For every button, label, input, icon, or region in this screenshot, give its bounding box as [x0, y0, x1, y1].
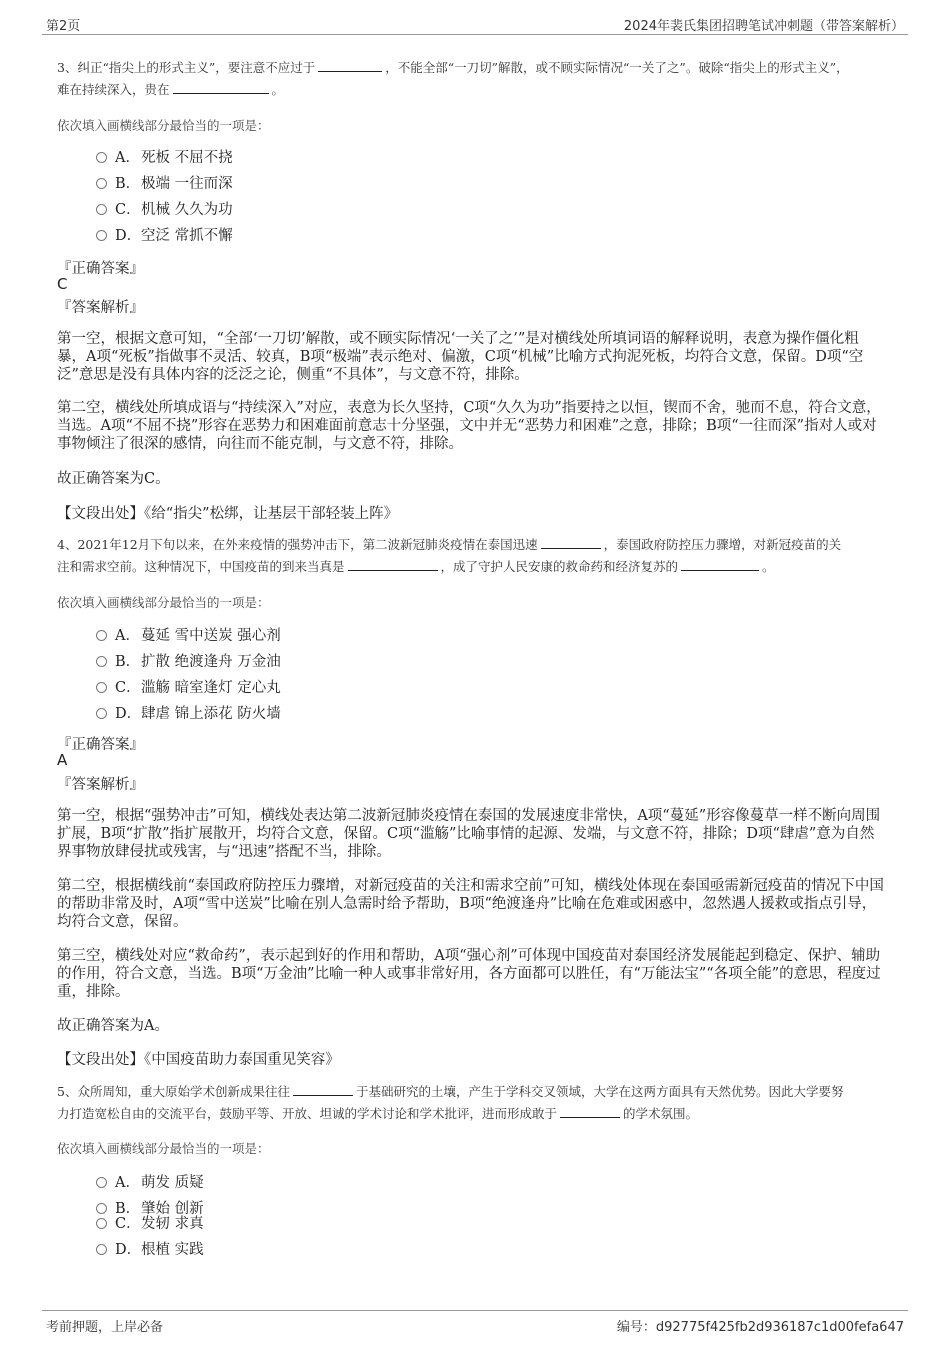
radio-icon[interactable] — [96, 230, 107, 241]
page-number: 第2页 — [46, 19, 81, 34]
blank — [348, 556, 438, 571]
q5-option-b[interactable]: B．肇始 创新 — [96, 1198, 204, 1220]
question-3-text: 3、纠正“指尖上的形式主义”，要注意不应过于 ，不能全部“一刀切”解散，或不顾实际情况“一关了之”。破除“指尖上的形式主义”， 难在持续深入，贵在 。 — [57, 57, 887, 101]
q3-source: 【文段出处】《给“指尖”松绑，让基层干部轻装上阵》 — [57, 506, 399, 522]
q5-option-c[interactable]: C．发轫 求真 — [96, 1213, 204, 1235]
blank — [541, 534, 601, 549]
q4-source: 【文段出处】《中国疫苗助力泰国重见笑容》 — [57, 1052, 340, 1068]
footer-slogan: 考前押题，上岸必备 — [46, 1320, 164, 1335]
q5-option-a[interactable]: A．萌发 质疑 — [96, 1172, 204, 1194]
radio-icon[interactable] — [96, 708, 107, 719]
document-code: 编号：d92775f425fb2d936187c1d00fefa647 — [616, 1320, 904, 1335]
q3-answer: C — [57, 275, 68, 293]
blank — [173, 79, 269, 94]
q5-option-d[interactable]: D．根植 实践 — [96, 1239, 204, 1261]
q4-analysis-para: 第一空，根据“强势冲击”可知，横线处表达第二波新冠肺炎疫情在泰国的发展速度非常快，A项“蔓延”形容像蔓草一样不断向周围扩展，B项“扩散”指扩展散开，均符合文意，保留。C项“滥觞”比喻事情的起源、发端，与文意不符，排除；D项“肆虐”意为自然界事物放肆侵扰或残害，与“迅速”搭配不当，排除。 — [57, 808, 881, 860]
q3-answer-label: 『正确答案』 — [57, 261, 144, 277]
q3-option-c[interactable]: C．机械 久久为功 — [96, 199, 233, 221]
question-5-prompt: 依次填入画横线部分最恰当的一项是： — [57, 1141, 270, 1156]
q4-option-a[interactable]: A．蔓延 雪中送炭 强心剂 — [96, 625, 281, 647]
question-4-prompt: 依次填入画横线部分最恰当的一项是： — [57, 595, 270, 610]
radio-icon[interactable] — [96, 1177, 107, 1188]
radio-icon[interactable] — [96, 204, 107, 215]
page-header — [42, 12, 908, 35]
q4-answer-label: 『正确答案』 — [57, 737, 144, 753]
radio-icon[interactable] — [96, 630, 107, 641]
blank — [560, 1103, 620, 1118]
q3-analysis-label: 『答案解析』 — [57, 300, 144, 316]
q3-analysis-para: 第一空，根据文意可知，“全部‘一刀切’解散，或不顾实际情况‘一关了之’”是对横线处所填词语的解释说明，表意为操作僵化粗暴，A项“死板”指做事不灵活、较真，B项“极端”表示绝对、偏激，C项“机械”比喻方式拘泥死板，均符合文意，保留。D项“空泛”意思是没有具体内容的泛泛之论，侧重“不具体”，与文意不符，排除。 — [57, 331, 864, 383]
q4-option-d[interactable]: D．肆虐 锦上添花 防火墙 — [96, 703, 281, 725]
q4-analysis-label: 『答案解析』 — [57, 777, 144, 793]
radio-icon[interactable] — [96, 1218, 107, 1229]
radio-icon[interactable] — [96, 178, 107, 189]
question-3-prompt: 依次填入画横线部分最恰当的一项是： — [57, 118, 270, 133]
blank — [318, 57, 382, 72]
q3-option-d[interactable]: D．空泛 常抓不懈 — [96, 225, 233, 247]
q4-conclusion: 故正确答案为A。 — [57, 1018, 169, 1034]
blank — [293, 1081, 353, 1096]
question-5-text: 5、众所周知，重大原始学术创新成果往往 于基础研究的土壤，产生于学科交叉领域，大学在这两方面具有天然优势。因此大学要努 力打造宽松自由的交流平台，鼓励平等、开放、坦诚的学术讨论和学术批评，进而形成敢于 的学术氛围。 — [57, 1081, 887, 1125]
question-4-text: 4、2021年12月下旬以来，在外来疫情的强势冲击下，第二波新冠肺炎疫情在泰国迅速 ，泰国政府防控压力骤增，对新冠疫苗的关 注和需求空前。这种情况下，中国疫苗的到来当真是 ，成了守护人民安康的救命药和经济复苏的 。 — [57, 534, 887, 578]
q3-analysis-para: 第二空，横线处所填成语与“持续深入”对应，表意为长久坚持，C项“久久为功”指要持之以恒，锲而不舍，驰而不息，符合文意，当选。A项“不屈不挠”形容在恶势力和困难面前意志十分坚强，文中并无“恶势力和困难”之意，排除；B项“一往而深”指对人或对事物倾注了很深的感情，向往而不能克制，与文意不符，排除。 — [57, 400, 881, 452]
radio-icon[interactable] — [96, 682, 107, 693]
q4-analysis-para: 第三空，横线处对应“救命药”，表示起到好的作用和帮助，A项“强心剂”可体现中国疫苗对泰国经济发展能起到稳定、保护、辅助的作用，符合文意，当选。B项“万金油”比喻一种人或事非常好用，各方面都可以胜任，有“万能法宝”“各项全能”的意思，程度过重，排除。 — [57, 948, 881, 1000]
q4-option-b[interactable]: B．扩散 绝渡逢舟 万金油 — [96, 651, 281, 673]
radio-icon[interactable] — [96, 1203, 107, 1214]
blank — [681, 556, 759, 571]
radio-icon[interactable] — [96, 656, 107, 667]
q4-option-c[interactable]: C．滥觞 暗室逢灯 定心丸 — [96, 677, 281, 699]
q4-analysis-para: 第二空，根据横线前“泰国政府防控压力骤增，对新冠疫苗的关注和需求空前”可知，横线处体现在泰国亟需新冠疫苗的情况下中国的帮助非常及时，A项“雪中送炭”比喻在别人急需时给予帮助，B项“绝渡逢舟”比喻在危难或困惑中，忽然遇人援救或指点引导，均符合文意，保留。 — [57, 878, 884, 930]
q3-option-b[interactable]: B．极端 一往而深 — [96, 173, 233, 195]
q4-answer: A — [57, 751, 68, 769]
radio-icon[interactable] — [96, 1244, 107, 1255]
document-title: 2024年裴氏集团招聘笔试冲刺题（带答案解析） — [623, 19, 904, 34]
radio-icon[interactable] — [96, 152, 107, 163]
q3-conclusion: 故正确答案为C。 — [57, 471, 170, 487]
page-footer — [42, 1310, 908, 1337]
q3-option-a[interactable]: A．死板 不屈不挠 — [96, 147, 233, 169]
